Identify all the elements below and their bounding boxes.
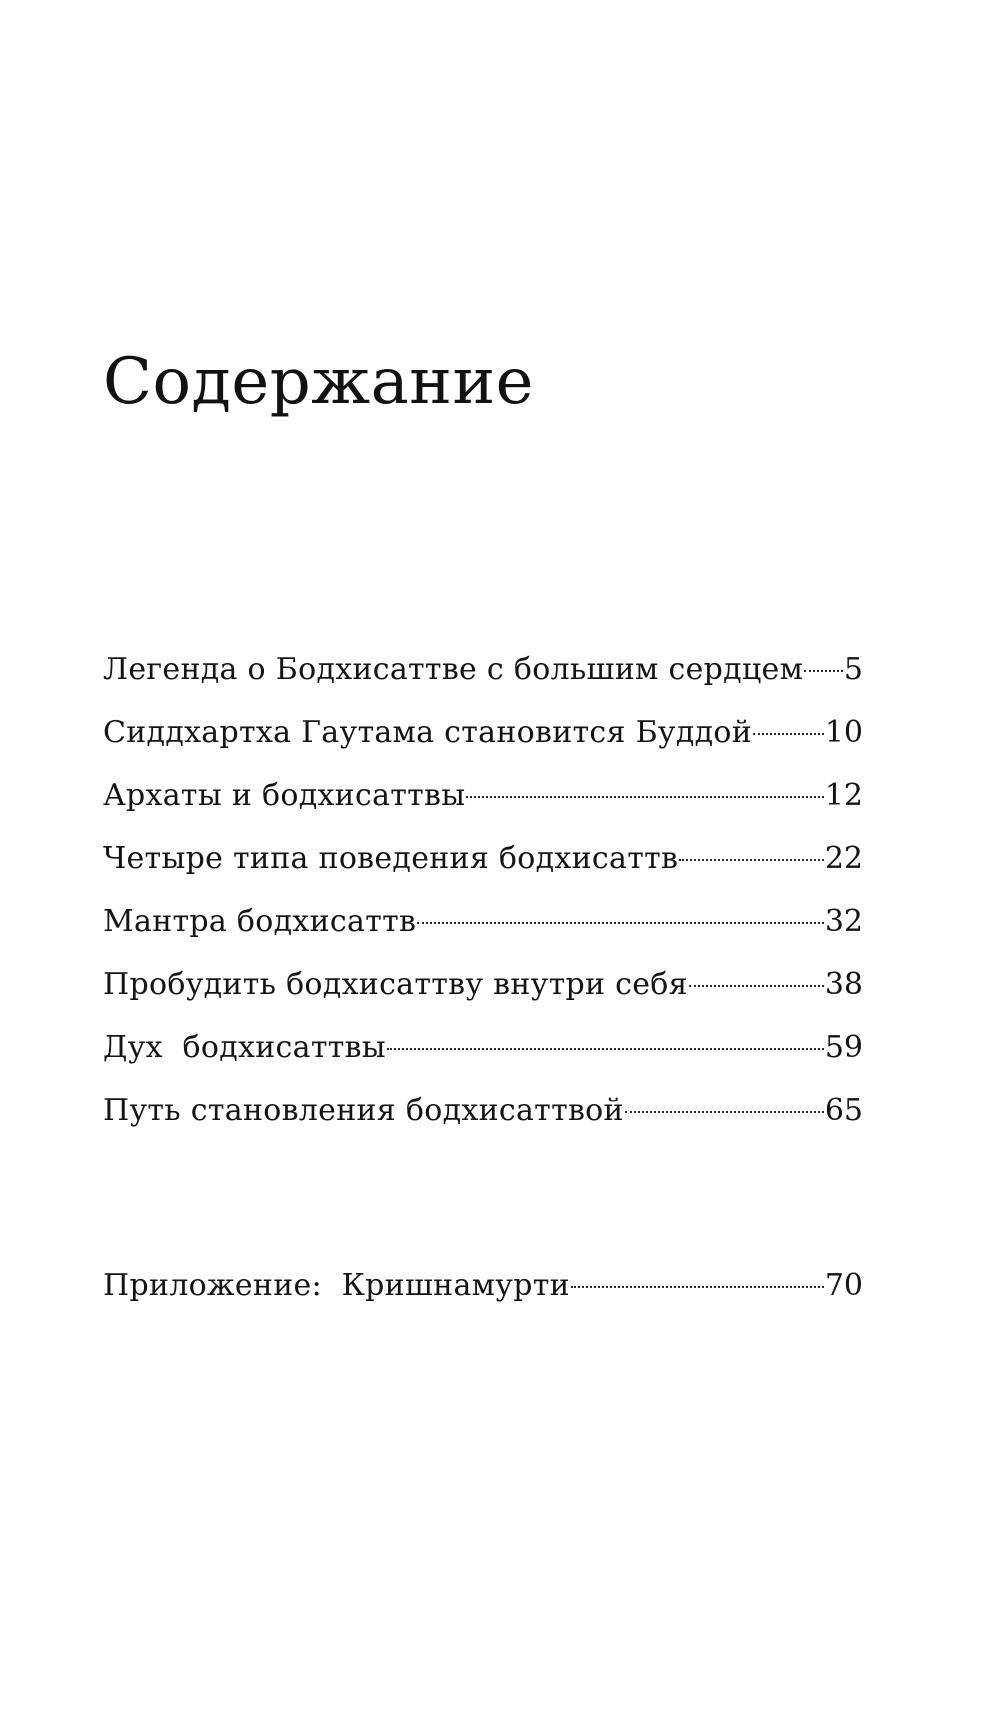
- toc-appendix-entry: [103, 1266, 863, 1329]
- dot-leader: [679, 859, 824, 861]
- dot-leader: [571, 1286, 824, 1288]
- table-of-contents: [103, 650, 863, 1303]
- page-title: Содержание: [103, 345, 534, 419]
- toc-entry-title: Архаты и бодхисаттвы: [103, 778, 466, 813]
- toc-entry-title: Дух бодхисаттвы: [103, 1030, 386, 1065]
- toc-entry-page-number: 10: [824, 715, 863, 750]
- toc-entry-title: Пробудить бодхисаттву внутри себя: [103, 967, 688, 1002]
- toc-entry-page-number: 12: [824, 778, 863, 813]
- toc-entry: [103, 1028, 863, 1091]
- dot-leader: [625, 1111, 824, 1113]
- toc-appendix-title: Приложение: Кришнамурти: [103, 1268, 570, 1303]
- toc-entry-title: Четыре типа поведения бодхисаттв: [103, 841, 679, 876]
- toc-entry: [103, 776, 863, 839]
- toc-entry-title: Мантра бодхисаттв: [103, 904, 417, 939]
- toc-entry-page-number: 59: [824, 1030, 863, 1065]
- dot-leader: [417, 922, 824, 924]
- toc-entry: [103, 713, 863, 776]
- toc-entry: [103, 839, 863, 902]
- toc-entry-page-number: 5: [843, 652, 863, 687]
- toc-entry-title: Легенда о Бодхисаттве с большим сердцем: [103, 652, 804, 687]
- toc-entry: [103, 650, 863, 713]
- dot-leader: [387, 1048, 824, 1050]
- toc-entry-title: Путь становления бодхисаттвой: [103, 1093, 624, 1128]
- toc-entry-title: Сиддхартха Гаутама становится Буддой: [103, 715, 753, 750]
- dot-leader: [689, 985, 824, 987]
- toc-entry-page-number: 22: [824, 841, 863, 876]
- toc-entry-page-number: 32: [824, 904, 863, 939]
- toc-appendix-page-number: 70: [824, 1268, 863, 1303]
- dot-leader: [753, 733, 824, 735]
- toc-entry-page-number: 65: [824, 1093, 863, 1128]
- dot-leader: [466, 796, 823, 798]
- toc-entry: [103, 902, 863, 965]
- dot-leader: [804, 670, 843, 672]
- toc-entry: [103, 965, 863, 1028]
- toc-entry-page-number: 38: [824, 967, 863, 1002]
- toc-entry: [103, 1091, 863, 1154]
